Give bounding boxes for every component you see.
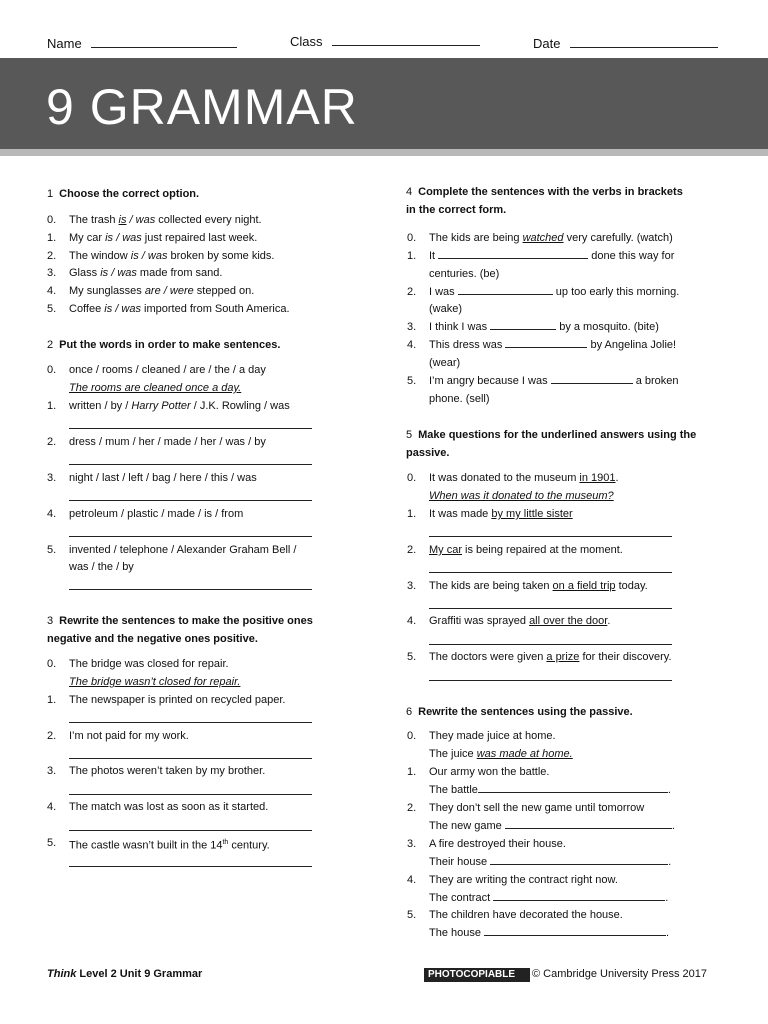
answer-line[interactable]	[429, 572, 672, 573]
unit-title: 9 GRAMMAR	[46, 79, 358, 135]
section-3-title: 3 Rewrite the sentences to make the positive ones	[47, 615, 313, 627]
section-3-title-cont: negative and the negative ones positive.	[47, 633, 258, 645]
example-answer: The bridge wasn’t closed for repair.	[69, 676, 241, 688]
option-b[interactable]: was	[121, 303, 141, 315]
answer-line[interactable]	[69, 866, 312, 867]
answer-prompt: The battle .	[429, 781, 671, 799]
list-item-continued: (wake)	[429, 303, 463, 315]
option-a[interactable]: is	[105, 232, 114, 244]
option-a[interactable]: are	[144, 285, 161, 297]
option-a[interactable]: is	[130, 250, 139, 262]
answer-gap[interactable]	[484, 924, 666, 936]
section-4-title: 4 Complete the sentences with the verbs in brackets	[406, 186, 683, 198]
answer-gap[interactable]	[493, 889, 665, 901]
list-item-continued: centuries. (be)	[429, 268, 500, 280]
option-a[interactable]: is	[118, 214, 127, 226]
list-item-continued: (wear)	[429, 357, 461, 369]
answer-line[interactable]	[69, 794, 312, 795]
answer-line[interactable]	[429, 680, 672, 681]
answer-gap[interactable]	[478, 781, 668, 793]
answer-prompt: The new game .	[429, 817, 675, 835]
class-label: Class	[290, 34, 323, 49]
option-b[interactable]: was	[147, 250, 168, 262]
example-answer: The juice was made at home.	[429, 748, 573, 760]
answer-line[interactable]	[429, 608, 672, 609]
answer-gap[interactable]	[505, 817, 672, 829]
answer-gap[interactable]	[551, 372, 633, 384]
option-b[interactable]: was	[122, 232, 142, 244]
footer-course-info: Think Level 2 Unit 9 Grammar	[47, 968, 203, 980]
option-b[interactable]: was	[135, 214, 156, 226]
answer-gap[interactable]	[505, 336, 587, 348]
copyright-notice: © Cambridge University Press 2017	[532, 968, 708, 980]
option-a[interactable]: is	[104, 303, 113, 315]
section-2-title: 2 Put the words in order to make sentences.	[47, 339, 281, 351]
answer-prompt: The contract .	[429, 889, 668, 907]
answer-prompt: The house .	[429, 924, 669, 942]
name-blank[interactable]	[91, 37, 237, 48]
option-b[interactable]: were	[169, 285, 194, 297]
example-answer: The rooms are cleaned once a day.	[69, 382, 242, 394]
list-item-continued: was / the / by	[69, 561, 134, 573]
answer-line[interactable]	[69, 500, 312, 501]
answer-line[interactable]	[69, 830, 312, 831]
name-label: Name	[47, 36, 82, 51]
class-field	[290, 34, 480, 49]
example-answer: When was it donated to the museum?	[429, 490, 614, 502]
photocopiable-badge: PHOTOCOPIABLE	[424, 968, 530, 982]
answer-line[interactable]	[69, 589, 312, 590]
section-5-title: 5 Make questions for the underlined answers using the	[406, 429, 697, 441]
section-4-title-cont: in the correct form.	[406, 204, 507, 216]
answer-line[interactable]	[429, 536, 672, 537]
class-blank[interactable]	[332, 35, 480, 46]
answer-gap[interactable]	[490, 853, 668, 865]
answer-line[interactable]	[69, 536, 312, 537]
option-b[interactable]: was	[117, 267, 137, 279]
answer-gap[interactable]	[490, 318, 556, 330]
option-a[interactable]: is	[100, 267, 109, 279]
section-5-title-cont: passive.	[406, 447, 450, 459]
answer-gap[interactable]	[458, 283, 553, 295]
banner-stripe	[0, 149, 768, 156]
date-field	[533, 36, 718, 51]
date-blank[interactable]	[570, 37, 718, 48]
section-1-title: 1 Choose the correct option.	[47, 188, 200, 200]
answer-prompt: Their house .	[429, 853, 671, 871]
answer-gap[interactable]	[438, 247, 588, 259]
answer-line[interactable]	[69, 428, 312, 429]
answer-line[interactable]	[429, 644, 672, 645]
answer-line[interactable]	[69, 758, 312, 759]
answer-line[interactable]	[69, 722, 312, 723]
date-label: Date	[533, 36, 561, 51]
section-6-title: 6 Rewrite the sentences using the passive.	[406, 706, 633, 718]
list-item-continued: phone. (sell)	[429, 393, 490, 405]
name-field	[47, 36, 237, 51]
answer-line[interactable]	[69, 464, 312, 465]
